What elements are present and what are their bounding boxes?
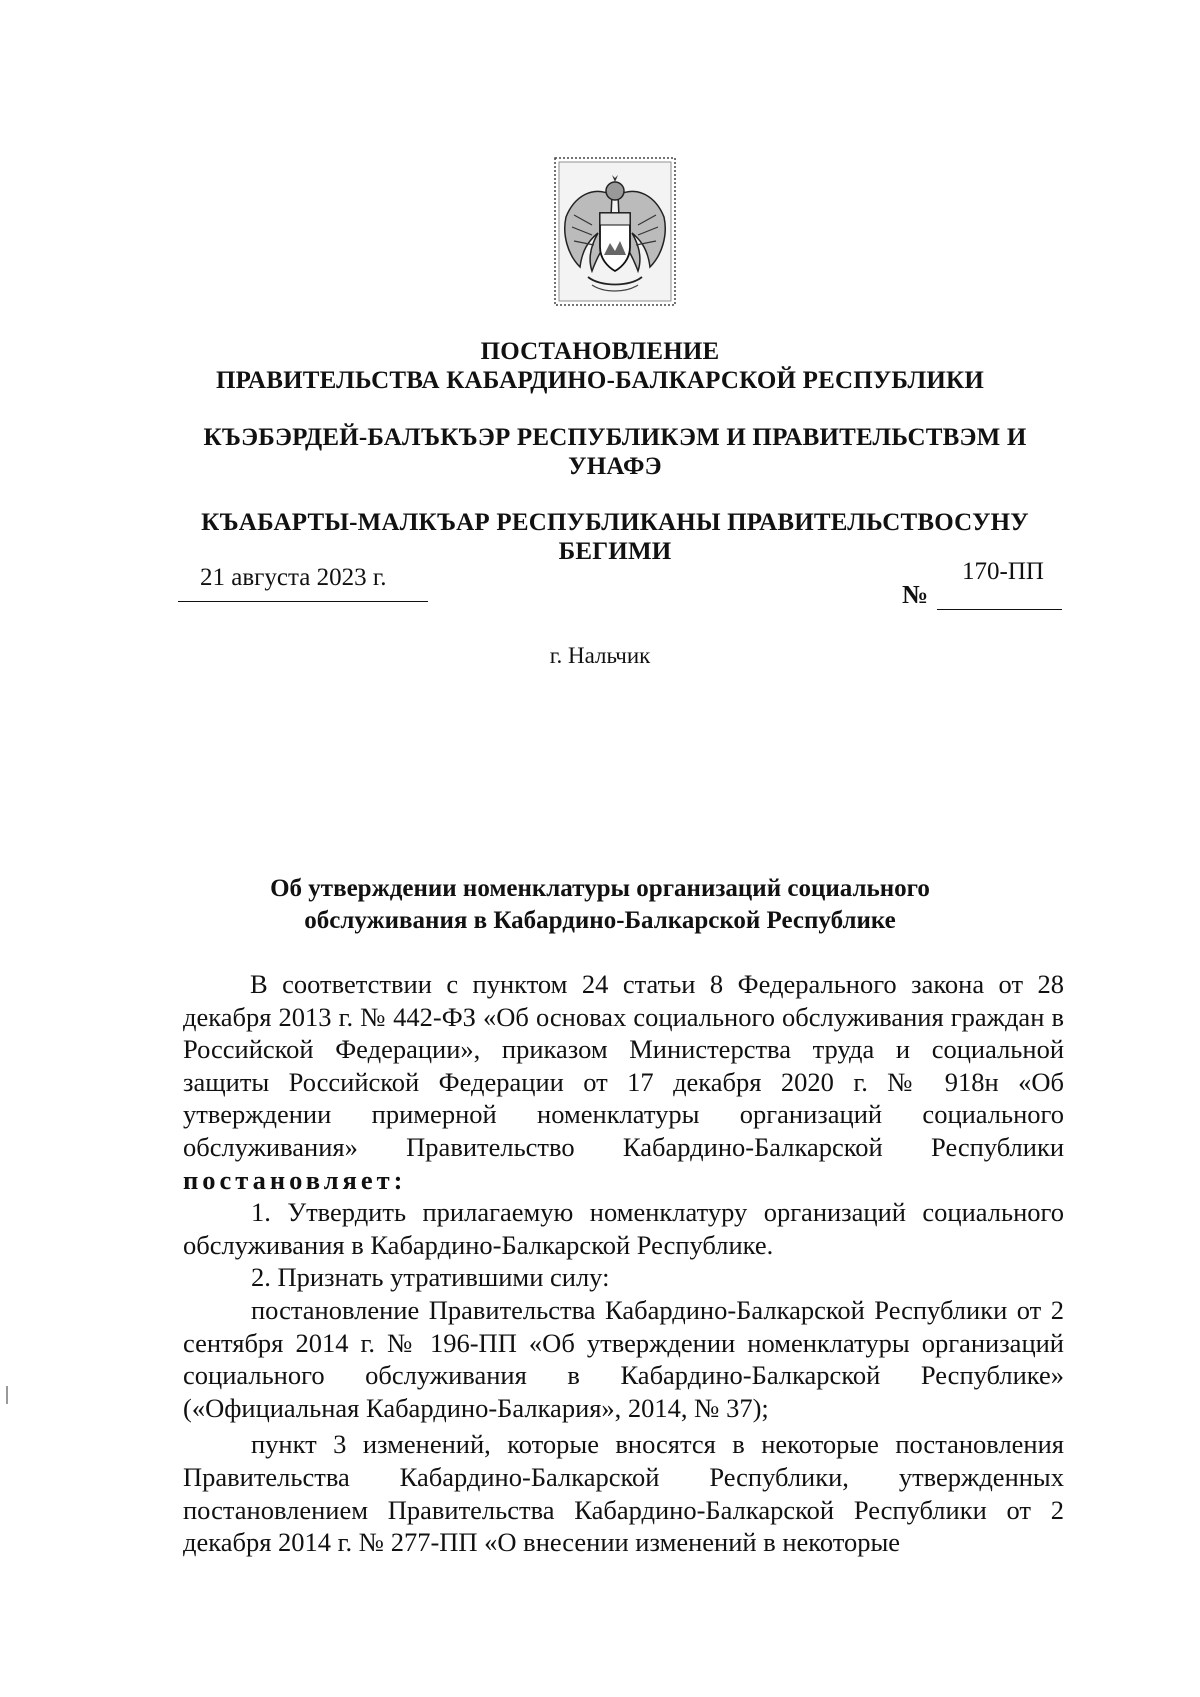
title-line-2: обслуживания в Кабардино-Балкарской Республике — [304, 907, 896, 934]
paragraph-item-2: 2. Признать утратившими силу: — [251, 1262, 610, 1293]
date-underline — [178, 601, 428, 602]
number-label: № — [902, 580, 929, 609]
number-underline — [937, 609, 1062, 610]
issuer-balkar: КЪАБАРТЫ-МАЛКЪАР РЕСПУБЛИКАНЫ ПРАВИТЕЛЬСТВОСУНУ БЕГИМИ — [201, 509, 1029, 565]
title-line-1: Об утверждении номенклатуры организаций социального — [270, 875, 930, 902]
resolves-phrase: постановляет: — [183, 1164, 407, 1195]
paragraph-preamble — [183, 968, 1064, 1196]
issuer-kabardian: КЪЭБЭРДЕЙ-БАЛЪКЪЭР РЕСПУБЛИКЭМ И ПРАВИТЕЛЬСТВЭМ И УНАФЭ — [203, 424, 1027, 480]
document-title — [0, 873, 1200, 937]
document-number: 170-ПП — [962, 558, 1044, 585]
document-body — [183, 968, 1064, 1559]
preamble-text: В соответствии с пунктом 24 статьи 8 Федерального закона от 28 декабря 2013 г. № 442-ФЗ «Об основах социального обслуживания граждан в Российской Федерации», приказом Министерства труда и социальной защиты Российской Федерации от 17 декабря 2020 г. № 918н «Об утверждении примерной номенклатуры организаций социального обслуживания» Правительство Кабардино-Балкарской Республики — [183, 969, 1064, 1162]
paragraph-item-1: 1. Утвердить прилагаемую номенклатуру организаций социального обслуживания в Кабардино-Балкарской Республике. — [183, 1197, 1064, 1260]
paragraph-repealed-1: постановление Правительства Кабардино-Балкарской Республики от 2 сентября 2014 г. № 196-ПП «Об утверждении номенклатуры организаций социального обслуживания в Кабардино-Балкарской Республике» («Официальная Кабардино-Балкария», 2014, № 37); — [183, 1294, 1064, 1423]
document-city: г. Нальчик — [549, 643, 651, 668]
coat-of-arms-emblem — [552, 155, 678, 308]
document-type-heading — [0, 337, 1200, 395]
issuer-ru: ПРАВИТЕЛЬСТВА КАБАРДИНО-БАЛКАРСКОЙ РЕСПУБЛИКИ — [216, 367, 984, 394]
document-type: ПОСТАНОВЛЕНИЕ — [480, 338, 720, 365]
document-date: 21 августа 2023 г. — [200, 564, 387, 591]
paragraph-repealed-2: пункт 3 изменений, которые вносятся в некоторые постановления Правительства Кабардино-Балкарской Республики, утвержденных постановлением Правительства Кабардино-Балкарской Республики от 2 декабря 2014 г. № 277-ПП «О внесении изменений в некоторые — [183, 1429, 1064, 1558]
scan-artifact — [6, 1386, 8, 1404]
